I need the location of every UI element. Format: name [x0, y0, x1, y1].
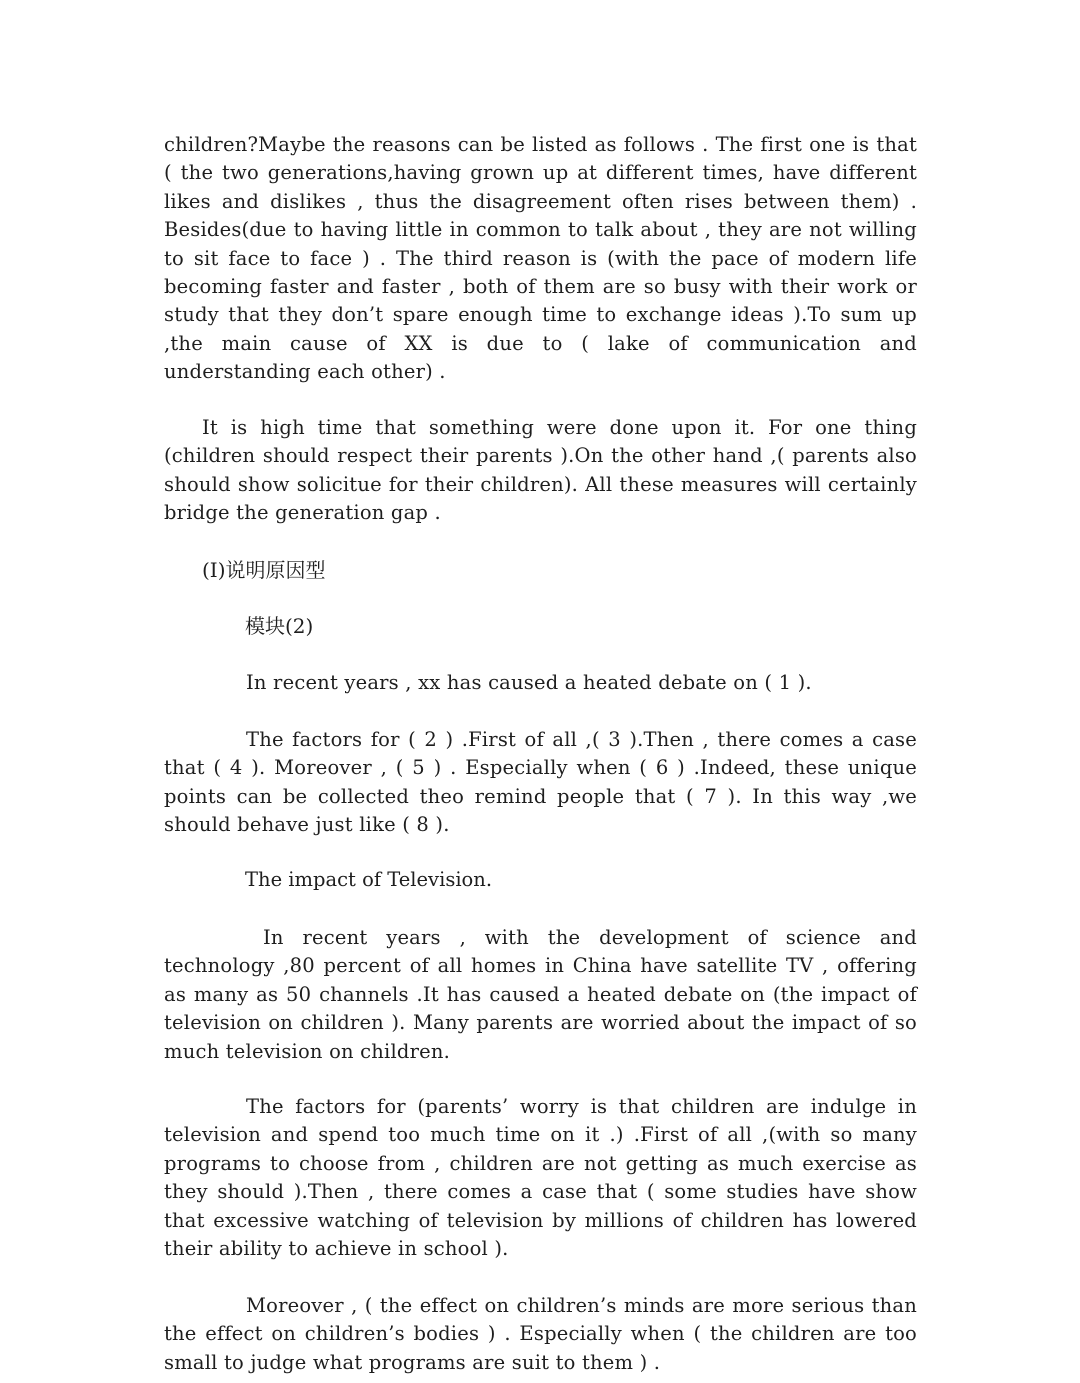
paragraph-reasons: children?Maybe the reasons can be listed as follows . The first one is that ( the two generations,having grown up at different times, have different likes and dislikes , thus the disagreement often rises between them) . Besides(due to having little in common to talk about , they are not willing to sit face to face ) . The third reason is (with the pace of modern life becoming faster and faster , both of them are so busy with their work or study that they don’t spare enough time to exchange ideas ).To sum up ,the main cause of XX is due to ( lake of communication and understanding each other) .: [164, 133, 917, 384]
section-heading-explain-cause: (I)说明原因型: [202, 558, 326, 582]
paragraph-solutions: It is high time that something were done upon it. For one thing (children should respect their parents ).On the other hand ,( parents also should show solicitue for their children). All these measures will certainly bridge the generation gap .: [164, 416, 917, 525]
example-factors-paragraph: The factors for (parents’ worry is that children are indulge in television and spend too much time on it .) .First of all ,(with so many programs to choose from , children are not getting as much exercise as they should ).Then , there comes a case that ( some studies have show that excessive watching of television by millions of children has lowered their ability to achieve in school ).: [164, 1095, 917, 1261]
example-moreover-paragraph: Moreover , ( the effect on children’s minds are more serious than the effect on children’s bodies ) . Especially when ( the children are too small to judge what programs are suit to them ) .: [164, 1294, 917, 1374]
module-heading: 模块(2): [245, 614, 314, 638]
example-title: The impact of Television.: [245, 868, 493, 891]
example-intro-paragraph: In recent years , with the development of science and technology ,80 percent of all homes in China have satellite TV , offering as many as 50 channels .It has caused a heated debate on (the impact of television on children ). Many parents are worried about the impact of so much television on children.: [164, 926, 917, 1063]
template-intro-sentence: In recent years , xx has caused a heated debate on ( 1 ).: [246, 671, 812, 694]
template-factors-paragraph: The factors for ( 2 ) .First of all ,( 3 ).Then , there comes a case that ( 4 ). Moreover , ( 5 ) . Especially when ( 6 ) .Indeed, these unique points can be collected theo remind people that ( 7 ). In this way ,we should behave just like ( 8 ).: [164, 728, 917, 837]
